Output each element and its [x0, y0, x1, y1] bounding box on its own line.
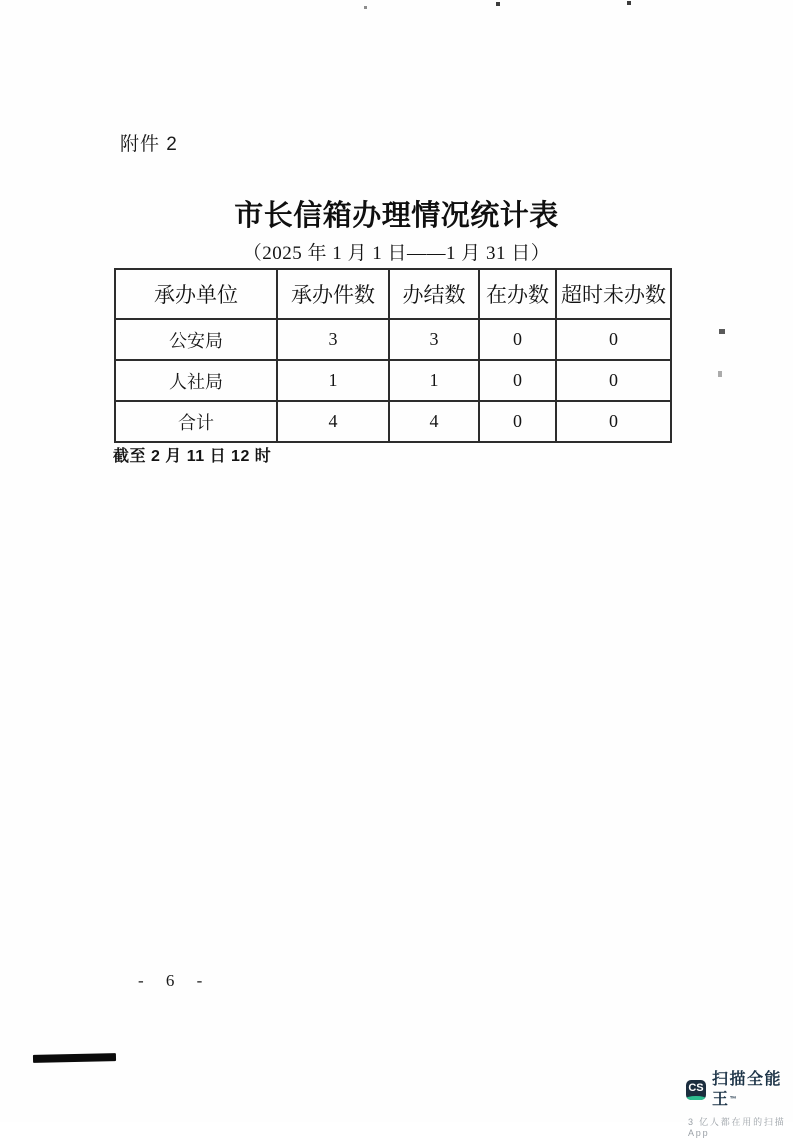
- camscanner-app-icon: [686, 1080, 706, 1100]
- camscanner-watermark: [686, 1070, 793, 1138]
- table-row: [115, 360, 671, 401]
- table-cell-value: 1: [277, 360, 389, 401]
- table-row: [115, 319, 671, 360]
- document-date-range: （2025 年 1 月 1 日——1 月 31 日）: [242, 243, 551, 264]
- cs-logo-accent-strip: [686, 1096, 706, 1100]
- page-number: - 6 -: [138, 971, 212, 990]
- table-cell-unit: 人社局: [115, 360, 277, 401]
- table-cell-value: 0: [556, 401, 671, 442]
- scan-speck: [719, 329, 725, 334]
- table-cell-value: 4: [277, 401, 389, 442]
- table-cell-value: 3: [277, 319, 389, 360]
- table-cell-value: 0: [479, 401, 556, 442]
- table-header-row: [115, 269, 671, 319]
- table-cell-value: 0: [556, 319, 671, 360]
- document-title: 市长信箱办理情况统计表: [234, 200, 559, 232]
- table-header-cell: 超时未办数: [556, 269, 671, 319]
- table-cell-value: 0: [556, 360, 671, 401]
- table-cell-unit: 合计: [115, 401, 277, 442]
- table-cell-value: 1: [389, 360, 479, 401]
- statistics-table: [114, 268, 672, 443]
- camscanner-tagline: 3 亿人都在用的扫描App: [688, 1117, 786, 1138]
- table-row-total: [115, 401, 671, 442]
- scan-speck: [496, 2, 500, 6]
- table-cell-value: 0: [479, 319, 556, 360]
- scan-speck: [364, 6, 367, 9]
- table-cell-value: 4: [389, 401, 479, 442]
- table-cell-value: 3: [389, 319, 479, 360]
- as-of-footnote: 截至 2 月 11 日 12 时: [113, 448, 272, 465]
- table-cell-value: 0: [479, 360, 556, 401]
- scan-speck: [718, 371, 722, 377]
- camscanner-brand-name: [712, 1070, 793, 1110]
- table-header-cell: 办结数: [389, 269, 479, 319]
- table-cell-unit: 公安局: [115, 319, 277, 360]
- table-header-cell: 承办件数: [277, 269, 389, 319]
- scan-speck: [627, 1, 631, 5]
- attachment-label: 附件 2: [120, 134, 178, 155]
- trademark-symbol: ™: [729, 1096, 739, 1103]
- brand-name-text: 扫描全能王: [712, 1071, 783, 1108]
- table-header-cell: 承办单位: [115, 269, 277, 319]
- table-header-cell: 在办数: [479, 269, 556, 319]
- redaction-bar: [33, 1053, 116, 1063]
- cs-logo-letters: CS: [688, 1082, 704, 1094]
- camscanner-logo-row: [686, 1070, 793, 1110]
